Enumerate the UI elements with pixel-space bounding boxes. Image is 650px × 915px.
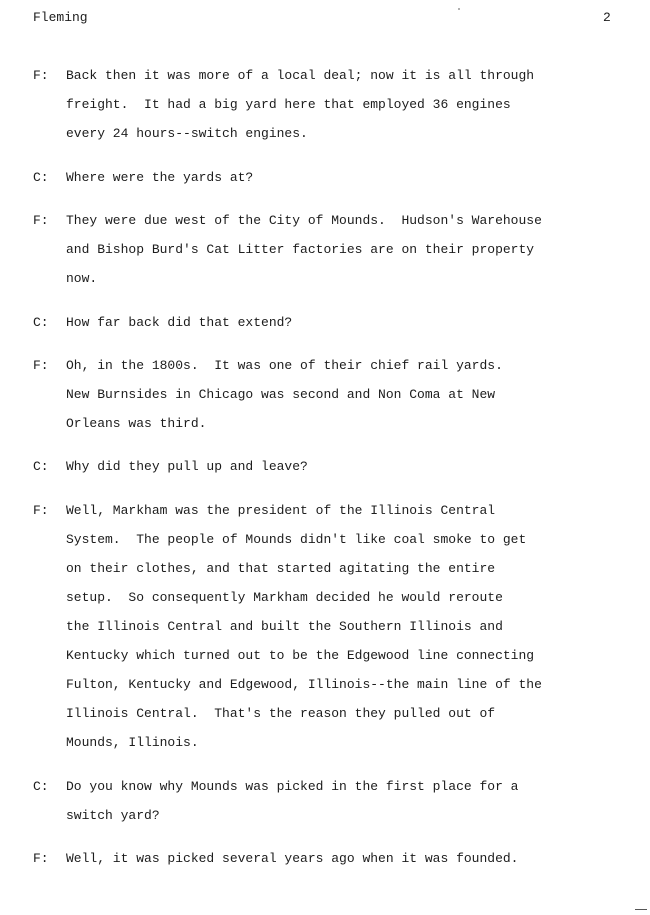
entry-line: Well, Markham was the president of the Illinois Central <box>66 503 496 518</box>
page-number: 2 <box>603 10 611 25</box>
entry-line: and Bishop Burd's Cat Litter factories are on their property <box>66 242 535 257</box>
speaker-label: F: <box>33 68 49 83</box>
entry-line: System. The people of Mounds didn't like coal smoke to get <box>66 532 527 547</box>
scan-edge-mark <box>635 909 647 910</box>
speaker-label: F: <box>33 851 49 866</box>
entry-line: Kentucky which turned out to be the Edgewood line connecting <box>66 648 535 663</box>
entry-line: Well, it was picked several years ago when it was founded. <box>66 851 519 866</box>
speaker-label: C: <box>33 315 49 330</box>
entry-line: every 24 hours--switch engines. <box>66 126 308 141</box>
speaker-label: F: <box>33 213 49 228</box>
entry-line: They were due west of the City of Mounds. Hudson's Warehouse <box>66 213 542 228</box>
entry-line: Mounds, Illinois. <box>66 735 199 750</box>
entry-line: Where were the yards at? <box>66 170 254 185</box>
entry-line: Fulton, Kentucky and Edgewood, Illinois--the main line of the <box>66 677 542 692</box>
speaker-label: F: <box>33 503 49 518</box>
interviewee-name-header: Fleming <box>33 10 88 25</box>
entry-line: Illinois Central. That's the reason they pulled out of <box>66 706 496 721</box>
entry-line: on their clothes, and that started agitating the entire <box>66 561 496 576</box>
entry-line: setup. So consequently Markham decided he would reroute <box>66 590 503 605</box>
speaker-label: F: <box>33 358 49 373</box>
entry-line: Oh, in the 1800s. It was one of their chief rail yards. <box>66 358 503 373</box>
entry-line: switch yard? <box>66 808 160 823</box>
entry-line: How far back did that extend? <box>66 315 293 330</box>
entry-line: the Illinois Central and built the Southern Illinois and <box>66 619 503 634</box>
entry-line: freight. It had a big yard here that employed 36 engines <box>66 97 511 112</box>
entry-line: New Burnsides in Chicago was second and Non Coma at New <box>66 387 496 402</box>
entry-line: Back then it was more of a local deal; now it is all through <box>66 68 535 83</box>
speaker-label: C: <box>33 170 49 185</box>
scan-speck <box>458 8 460 10</box>
entry-line: Why did they pull up and leave? <box>66 459 308 474</box>
speaker-label: C: <box>33 459 49 474</box>
entry-line: now. <box>66 271 98 286</box>
entry-line: Do you know why Mounds was picked in the first place for a <box>66 779 519 794</box>
entry-line: Orleans was third. <box>66 416 207 431</box>
speaker-label: C: <box>33 779 49 794</box>
